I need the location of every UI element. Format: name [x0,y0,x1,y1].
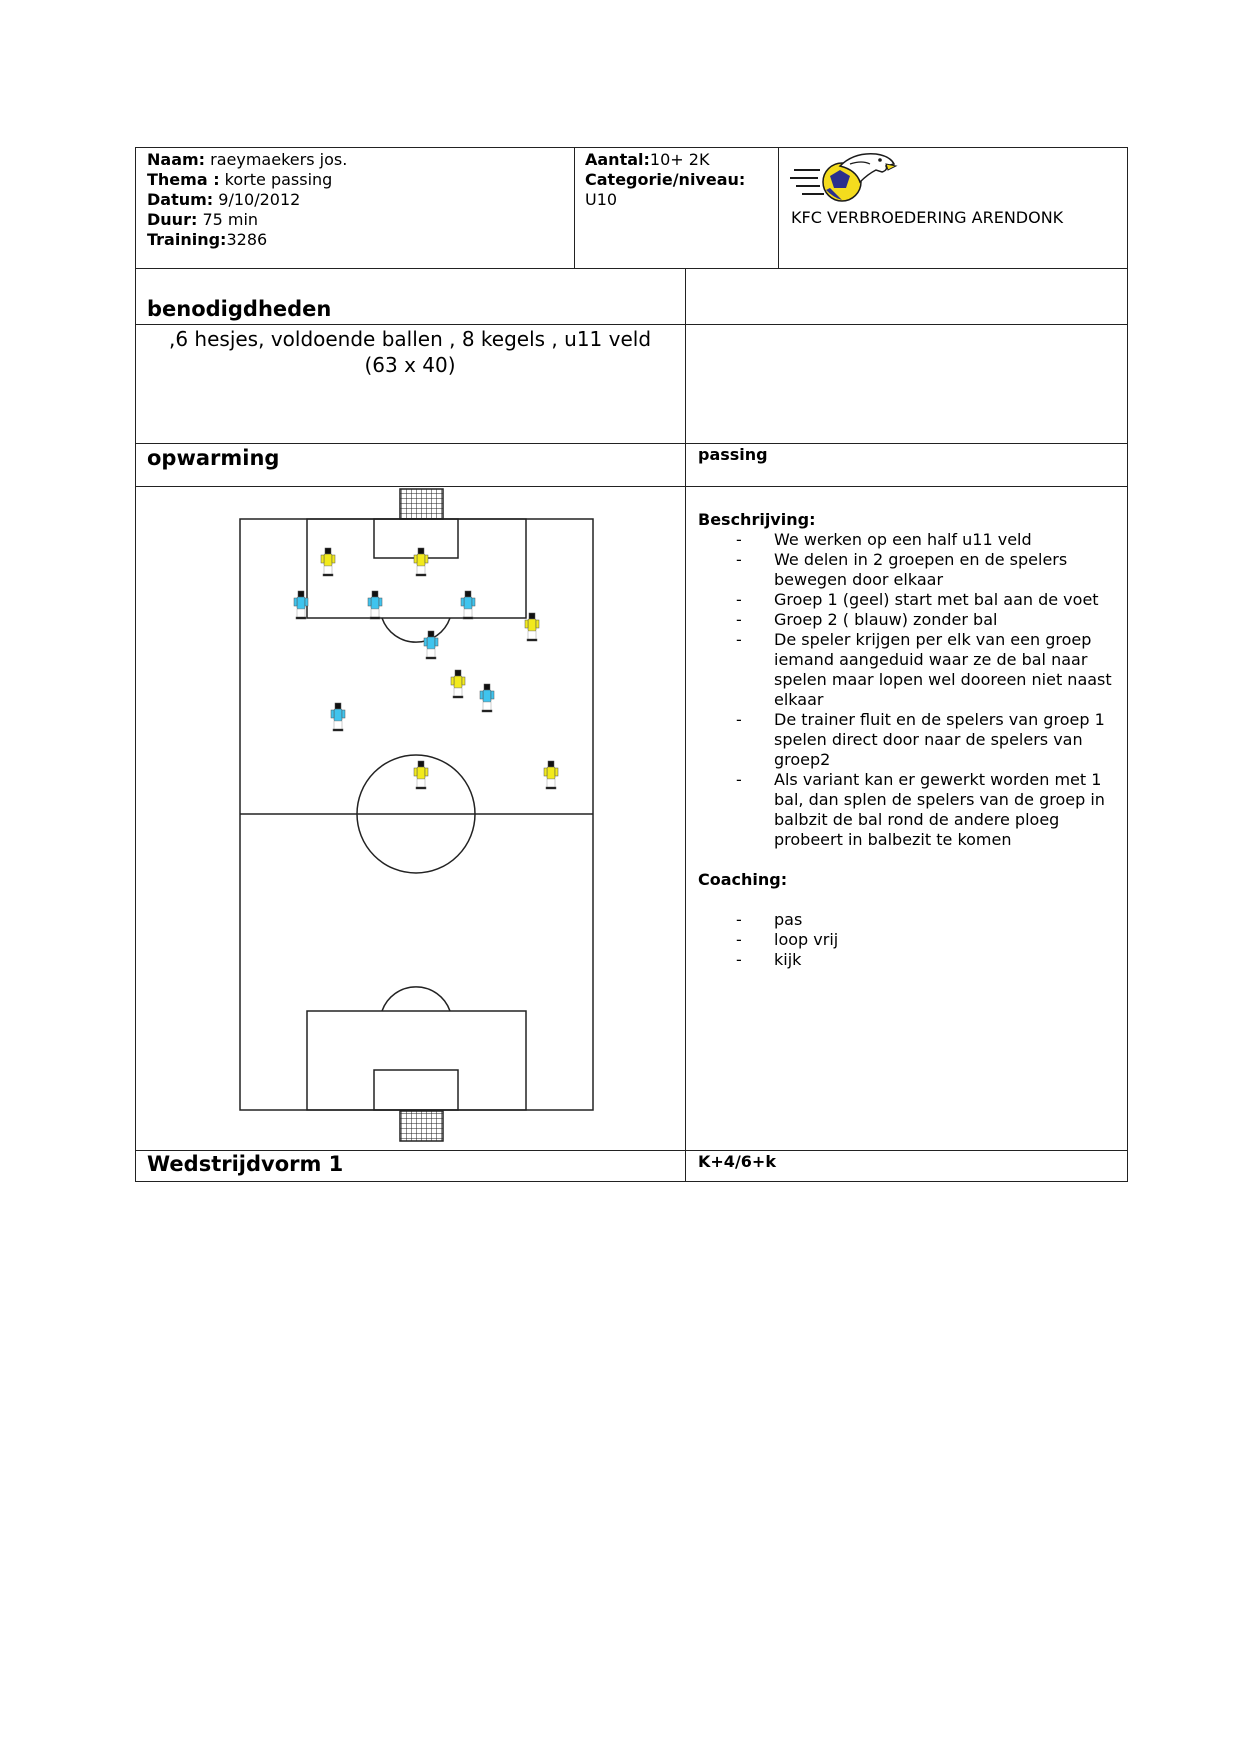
benodigdheden-line-1: ,6 hesjes, voldoende ballen , 8 kegels , u11 veld [168,327,652,351]
bottom-penalty-arc [382,987,450,1011]
club-name: KFC VERBROEDERING ARENDONK [791,208,1064,227]
categorie-label: Categorie/niveau: [585,170,746,189]
aantal-line: Aantal:10+ 2K [585,150,710,169]
blue-player [461,591,475,619]
blue-player [368,591,382,619]
yellow-team-players [321,548,558,789]
blue-team-players [294,591,494,731]
yellow-player [414,548,428,576]
blue-player [294,591,308,619]
club-logo [790,148,900,206]
yellow-player [451,670,465,698]
football-field-diagram [236,488,600,1150]
benodigdheden-title: benodigdheden [147,297,332,321]
thema-line: Thema : korte passing [147,170,333,189]
beschrijving-list [698,530,1123,850]
top-goal-net [400,489,443,519]
list-item: - De speler krijgen per elk van een groep iemand aangeduid waar ze de bal naar spelen maar lopen wel dooreen niet naast elkaar [736,630,1112,709]
coaching-list [698,910,1123,970]
list-item: - We delen in 2 groepen en de spelers bewegen door elkaar [736,550,1068,589]
top-goal-box [374,519,458,558]
categorie-value: U10 [585,190,618,209]
list-item: - pas [736,910,803,929]
duur-line: Duur: 75 min [147,210,259,229]
benodigdheden-line-2: (63 x 40) [364,353,456,377]
header-aantal-block [585,150,775,210]
list-item: - De trainer fluit en de spelers van groep 1 spelen direct door naar de spelers van groep2 [736,710,1105,769]
blue-player [480,684,494,712]
list-item: - We werken op een half u11 veld [736,530,1032,549]
bottom-goal-box [374,1070,458,1110]
bottom-goal-net [400,1111,443,1141]
wedstrijdvorm-title: Wedstrijdvorm 1 [147,1152,344,1176]
yellow-player [414,761,428,789]
benodigdheden-text [135,326,685,378]
header-info-block [147,150,567,250]
opwarming-title: opwarming [147,446,280,470]
list-item: - kijk [736,950,802,969]
yellow-player [321,548,335,576]
yellow-player [525,613,539,641]
yellow-player [544,761,558,789]
list-item: - Als variant kan er gewerkt worden met 1 bal, dan splen de spelers van de groep in balbzit de bal rond de andere ploeg probeert in balbezit te komen [736,770,1105,849]
opwarming-right-title: passing [698,445,768,464]
beschrijving-title: Beschrijving: [698,510,816,529]
list-item: - Groep 1 (geel) start met bal aan de voet [736,590,1099,609]
coaching-title: Coaching: [698,870,788,889]
list-item: - loop vrij [736,930,839,949]
datum-line: Datum: 9/10/2012 [147,190,301,209]
blue-player [424,631,438,659]
training-line: Training:3286 [147,230,268,249]
top-penalty-box [307,519,526,618]
bottom-penalty-box [307,1011,526,1110]
list-item: - Groep 2 ( blauw) zonder bal [736,610,998,629]
wedstrijdvorm-right-title: K+4/6+k [698,1152,776,1171]
speed-lines [790,170,824,194]
description-block [698,510,1123,970]
top-penalty-arc [382,618,450,642]
blue-player [331,703,345,731]
naam-line: Naam: raeymaekers jos. [147,150,348,169]
